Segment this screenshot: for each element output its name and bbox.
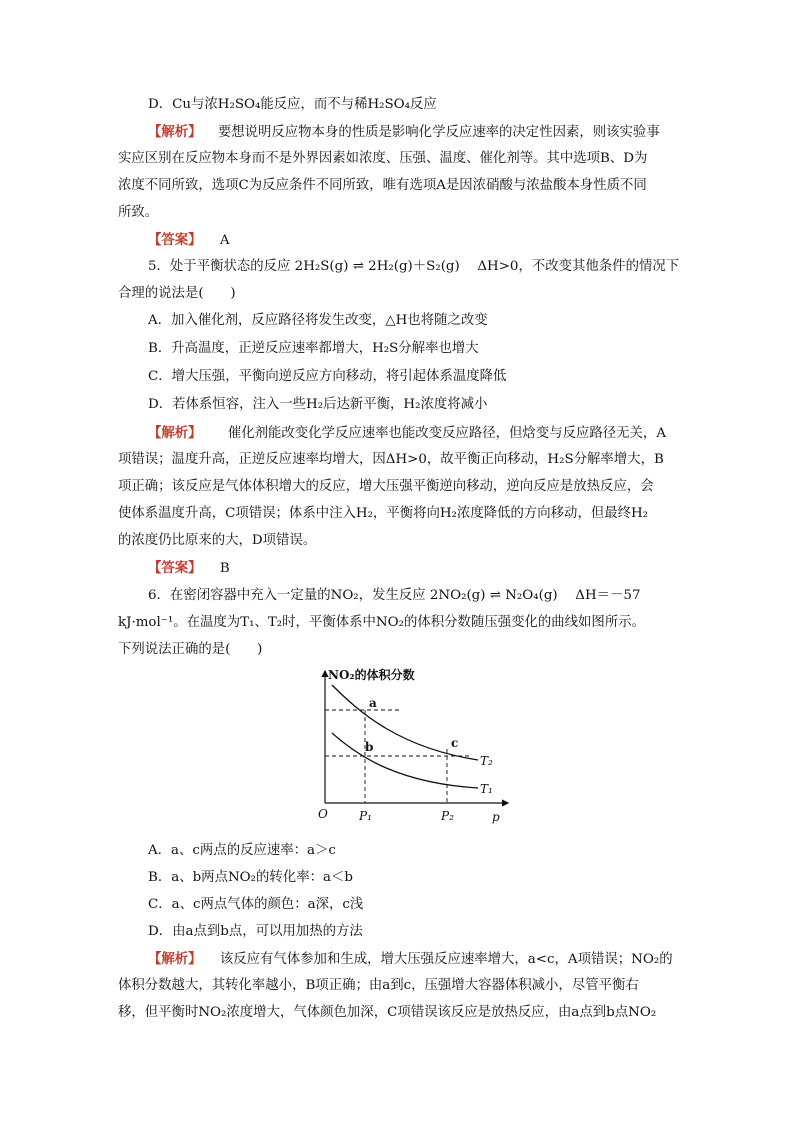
q4-answer: 【答案】 A: [148, 232, 230, 248]
q6-option-c: C．a、c两点气体的颜色：a深，c浅: [148, 897, 364, 912]
point-c-label: c: [451, 736, 459, 750]
q6-analysis-line-2: 体积分数越大，其转化率越小，B项正确；由a到c，压强增大容器体积减小，尽管平衡右: [118, 978, 639, 993]
analysis-label: 【解析】: [148, 425, 202, 441]
q5-analysis-line-1: 【解析】 催化剂能改变化学反应速率也能改变反应路径，但焓变与反应路径无关，A: [148, 425, 666, 441]
q6-option-b: B．a、b两点NO₂的转化率：a＜b: [148, 870, 353, 885]
q5-option-c: C．增大压强，平衡向逆反应方向移动，将引起体系温度降低: [148, 369, 507, 384]
q4-option-d: D．Cu与浓H₂SO₄能反应，而不与稀H₂SO₄反应: [148, 97, 437, 112]
answer-label: 【答案】: [148, 560, 202, 576]
q5-analysis-line-3: 项正确；该反应是气体体积增大的反应，增大压强平衡逆向移动，逆向反应是放热反应，会: [118, 479, 654, 494]
q6-option-d: D．由a点到b点，可以用加热的方法: [148, 924, 363, 939]
q5-analysis-line-2: 项错误；温度升高，正逆反应速率均增大，因ΔH>0，故平衡正向移动，H₂S分解率增大，B: [118, 452, 664, 467]
series-t2-label: T₂: [480, 754, 493, 768]
q6-analysis-line-1: 【解析】 该反应有气体参加和生成，增大压强反应速率增大，a<c，A项错误；NO₂的: [148, 951, 673, 967]
x-axis-label: p: [492, 810, 500, 824]
series-t1-label: T₁: [480, 782, 493, 796]
q4-analysis-line-4: 所致。: [118, 205, 159, 220]
q5-analysis-line-5: 的浓度仍比原来的大，D项错误。: [118, 533, 317, 548]
chart-title: NO₂的体积分数: [328, 668, 415, 682]
q6-stem-line-3: 下列说法正确的是( ): [118, 642, 263, 657]
no2-fraction-chart: [310, 663, 520, 833]
q5-option-a: A．加入催化剂，反应路径将发生改变，△H也将随之改变: [148, 313, 488, 328]
q6-option-a: A．a、c两点的反应速率：a＞c: [148, 843, 336, 858]
q5-stem-line-1: 5．处于平衡状态的反应 2H₂S(g) ⇌ 2H₂(g)＋S₂(g) ΔH>0，不改变其他条件的情况下: [148, 259, 680, 274]
q4-analysis-line-2: 实应区别在反应物本身而不是外界因素如浓度、压强、温度、催化剂等。其中选项B、D为: [118, 151, 648, 166]
x-tick-p2: P₂: [441, 809, 454, 823]
analysis-label: 【解析】: [148, 124, 202, 140]
analysis-label: 【解析】: [148, 951, 202, 967]
q4-analysis-line-3: 浓度不同所致，选项C为反应条件不同所致，唯有选项A是因浓硝酸与浓盐酸本身性质不同: [118, 178, 647, 193]
q6-analysis-line-3: 移，但平衡时NO₂浓度增大，气体颜色加深，C项错误该反应是放热反应，由a点到b点NO₂: [118, 1005, 657, 1020]
answer-label: 【答案】: [148, 232, 202, 248]
q5-stem-line-2: 合理的说法是( ): [118, 286, 236, 301]
x-tick-p1: P₁: [359, 809, 372, 823]
origin-label: O: [318, 807, 328, 821]
q5-option-d: D．若体系恒容，注入一些H₂后达新平衡，H₂浓度将减小: [148, 397, 488, 412]
point-a-label: a: [369, 696, 377, 710]
point-b-label: b: [365, 740, 374, 754]
q5-analysis-line-4: 使体系温度升高，C项错误；体系中注入H₂，平衡将向H₂浓度降低的方向移动，但最终H₂: [118, 506, 649, 521]
q6-stem-line-2: kJ·mol⁻¹。在温度为T₁、T₂时，平衡体系中NO₂的体积分数随压强变化的曲线如图所示。: [118, 615, 645, 630]
q5-option-b: B．升高温度，正逆反应速率都增大，H₂S分解率也增大: [148, 341, 479, 356]
q4-analysis-line-1: 【解析】 要想说明反应物本身的性质是影响化学反应速率的决定性因素，则该实验事: [148, 124, 660, 140]
q5-answer: 【答案】 B: [148, 560, 230, 576]
q6-stem-line-1: 6．在密闭容器中充入一定量的NO₂，发生反应 2NO₂(g) ⇌ N₂O₄(g) ΔH＝－57: [148, 588, 641, 603]
